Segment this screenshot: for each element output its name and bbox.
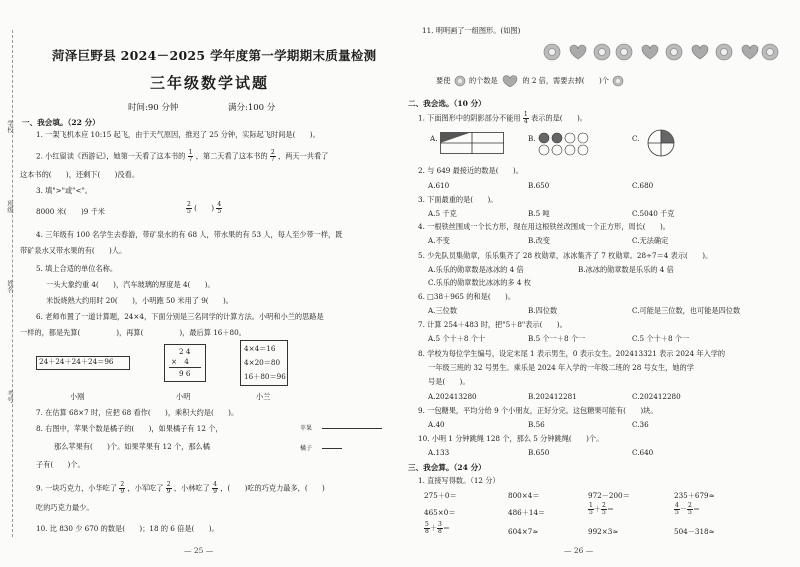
page-number-right: — 26 — [564,546,594,555]
name-xiaogang: 小刚 [70,392,85,401]
name-xiaoming: 小明 [176,392,191,401]
compare-a: 8000 米( )9 千米 [36,207,105,216]
choice-question-1: 1. 下面图形中的阴影部分不能用 $\frac{1}{4}$ 表示的是( )。 [418,111,587,125]
page-number-left: — 25 — [184,546,214,555]
calc-3-2: 604×7≈ [508,527,539,536]
lan-row-3: 16＋80＝96 [244,372,286,381]
question-1-11: 11. 明明画了一组图形。(如图) [422,26,521,35]
compare-b: $\frac{2}{5}$ ( ) $\frac{4}{5}$ [187,201,222,215]
lan-row-1: 4×4＝16 [244,344,276,353]
subject-title: 三年级数学试题 [150,74,270,92]
option-9-b: B.56 [528,420,545,429]
option-7-a: A.5 个十＋8 个十 [428,334,486,343]
fraction-2-5: $\frac{2}{5}$ [187,201,191,215]
option-3-a: A.5 千克 [428,209,457,218]
option-9-a: A.40 [428,420,445,429]
choice-question-3: 3. 下面最重的是( )。 [418,195,498,204]
calc-1-1: 275＋0＝ [424,491,457,500]
option-6-a: A.三位数 [428,306,458,315]
right-page [400,0,800,567]
option-1-a-figure [440,132,504,154]
option-5-b: B.冰冰的勋章数是乐乐的 4 倍 [578,265,674,274]
question-1-4-cont: 带矿泉水又带水果的有( )人。 [20,246,127,255]
calc-3-4: 504－318≈ [674,527,715,536]
fraction-2-7: $\frac{2}{7}$ [270,149,275,163]
option-2-c: C.680 [632,181,654,190]
option-1-c-figure [646,128,676,158]
exam-title: 菏泽巨野县 2024－2025 学年度第一学期期末质量检测 [52,48,377,63]
binding-label-school: 学校 [6,120,14,133]
calc-1-2: 800×4＝ [508,491,540,500]
question-1-10: 10. 比 830 少 670 的数是( )；18 的 6 倍是( )。 [36,524,219,533]
question-1-11-cont: 要使 的个数是 的 2 倍，需要去掉( )个 [436,75,625,87]
question-1-8-cont: 那么苹果有( )个。如果苹果有 12 个，那么橘 [54,442,210,451]
option-7-c: C.5 个十＋8 个一 [632,334,690,343]
option-5-c: C.乐乐的勋章数比冰冰的多 4 枚 [428,278,531,287]
question-1-5-b: 米饭烧熟大约用时 20( )，小明跑 50 米用了 9( )。 [46,296,233,305]
section-2-heading: 二、我会选。（10 分） [408,99,486,108]
vertical-row-2: × 4 [171,357,189,366]
question-1-1: 1. 一架飞机本应 10:15 起飞，由于天气原因，推迟了 25 分钟，实际起飞时间是( )。 [36,130,320,139]
vertical-row-3: 9 6 [179,369,191,378]
question-1-8-cont2: 子有( )个。 [36,460,85,469]
option-6-b: B.四位数 [528,306,558,315]
option-1-a-label: A. [430,134,438,143]
fig-label-orange: 橘子 [300,445,313,452]
calc-3-1: $\frac{5}{8}$ ＋ $\frac{3}{8}$ ＝ [425,521,451,535]
flower-icon [762,44,778,60]
segment-apple [322,428,382,429]
xiaolan-method [240,340,288,386]
question-1-2-cont: 这本书的( )，还剩下( )没看。 [20,170,140,179]
shape-row [540,40,780,64]
calc-2-1: 465×0＝ [424,508,456,517]
fig-label-apple: 苹果 [300,425,313,432]
question-1-7: 7. 在估算 68×7 时，应把 68 看作( )，乘积大约是( )。 [36,408,239,417]
option-10-b: B.650 [528,448,550,457]
flower-icon [616,44,632,60]
choice-question-2: 2. 与 649 最接近的数是( )。 [418,166,523,175]
lan-row-2: 4×20＝80 [244,358,281,367]
calc-1-3: 972－200＝ [588,491,630,500]
choice-question-7: 7. 计算 254＋483 时，把"5＋8"表示( )。 [418,320,567,329]
question-1-9-cont: 吃的巧克力最少。 [36,503,94,512]
choice-question-4: 4. 一根铁丝围成一个长方形，现在用这根铁丝改围成一个正方形，周长( )。 [418,222,670,231]
flower-icon [544,44,560,60]
option-1-b-label: B. [528,134,536,143]
question-1-6: 6. 老师布置了一道计算题，24×4，下面分别是三名同学的计算方法。小明和小兰的思路是 [36,312,324,321]
section-1-heading: 一、我会填。（22 分） [22,118,100,127]
choice-question-8: 8. 学校为每位学生编号，设定末尾 1 表示男生，0 表示女生。202413321 表示 2024 年入学的 [418,349,726,358]
flower-icon [594,44,610,60]
option-1-b-figure [538,132,608,156]
xiaoming-method [164,344,206,382]
option-10-a: A.133 [428,448,450,457]
xiaogang-method: 24＋24＋24＋24＝96 [36,356,130,370]
option-1-c-label: C. [632,134,640,143]
option-5-a: A.乐乐的勋章数是冰冰的 4 倍 [428,265,524,274]
binding-label-class: 班级 [6,200,14,213]
option-2-a: A.610 [428,181,450,190]
fraction-4-9: $\frac{4}{9}$ [213,481,217,495]
option-10-c: C.640 [632,448,654,457]
heart-icon [692,45,708,59]
vertical-row-1: 2 4 [179,347,191,356]
option-4-b: B.改变 [528,236,550,245]
heart-icon [500,75,520,87]
question-1-4: 4. 三年级有 100 名学生去春游，带矿泉水的有 68 人，带水果的有 53 人，每人至少带一样，既 [36,230,343,239]
fraction-1-7: $\frac{1}{7}$ [188,149,193,163]
heart-icon [570,45,586,59]
choice-question-6: 6. □38＋965 的和是( )。 [418,292,516,301]
binding-strip [0,0,18,567]
binding-label-id: 考号 [6,390,14,403]
vertical-line [169,367,201,368]
option-4-c: C.无法确定 [632,236,669,245]
choice-question-10: 10. 小明 1 分钟跳绳 128 个，那么 5 分钟跳绳( )个。 [418,434,604,443]
calc-2-4: $\frac{4}{5}$ － $\frac{2}{5}$ ＝ [675,502,701,516]
flower-icon [453,75,467,87]
calc-question-1: 1. 直接写得数。（12 分） [418,476,500,485]
calc-2-2: 486＋14＝ [508,508,546,517]
choice-question-8-cont2: 号是( )。 [428,377,470,386]
fraction-4-5: $\frac{4}{5}$ [217,201,222,215]
calc-3-3: 992×3≈ [588,527,619,536]
fraction-2-9-a: $\frac{2}{9}$ [120,481,125,495]
fraction-1-4: $\frac{1}{4}$ [523,111,528,125]
option-9-c: C.36 [632,420,649,429]
flower-icon [611,75,625,87]
question-1-3: 3. 填">"或"<"。 [36,186,92,195]
option-3-c: C.5040 千克 [632,209,675,218]
question-1-9: 9. 一块巧克力，小华吃了 $\frac{2}{9}$ ，小军吃了 $\frac{2}{9}$ ，小林吃了 $\frac{4}{9}$ ，( )吃的巧克力最多，( ) [36,481,325,495]
choice-question-8-cont: 一年级三班的 32 号男生。乘乐是 2024 年入学的一年级二班的 28 号女生，她的学 [428,363,694,372]
option-2-b: B.650 [528,181,550,190]
section-3-heading: 三、我会算。（24 分） [408,463,486,472]
heart-icon [642,45,658,59]
question-1-5: 5. 填上合适的单位名称。 [36,264,118,273]
heart-icon [742,45,758,59]
flower-icon [716,44,732,60]
calc-1-4: 235＋679≈ [674,491,715,500]
option-6-c: C.可能是三位数，也可能是四位数 [632,306,741,315]
option-8-c: C.202412280 [632,392,681,401]
question-1-8: 8. 右图中，苹果个数是橘子的( )，如果橘子有 12 个， [36,424,223,433]
flower-icon [666,44,682,60]
option-8-b: B.202412281 [528,392,577,401]
name-xiaolan: 小兰 [256,392,271,401]
option-4-a: A.不变 [428,236,450,245]
question-1-6-cont: 一样的，都是先算( )，再算( )，最后算 16＋80。 [20,328,246,337]
binding-label-name: 姓名 [6,280,14,293]
choice-question-5: 5. 少先队员集勋章，乐乐集齐了 28 枚勋章，冰冰集齐了 7 枚勋章。28÷7＝4 表示( )。 [418,251,713,260]
calc-2-3: $\frac{1}{5}$ ＋ $\frac{2}{5}$ ＝ [589,502,615,516]
option-7-b: B.5 个一＋8 个一 [528,334,586,343]
question-1-5-a: 一头大象约重 4( )，汽车玻璃的厚度是 4( )。 [46,280,215,289]
question-1-2: 2. 小红留读《西游记》，她第一天看了这本书的 $\frac{1}{7}$ ，第二天看了这本书的 $\frac{2}{7}$ ，两天一共看了 [36,149,329,163]
segment-orange [322,448,342,449]
score-label: 满分:100 分 [228,103,276,113]
time-label: 时间:90 分钟 [128,103,179,113]
fraction-2-9-b: $\frac{2}{9}$ [166,481,171,495]
choice-question-9: 9. 一包糖果，平均分给 9 个小朋友，正好分完。这包糖果可能有( )块。 [418,406,658,415]
option-8-a: A.202413280 [428,392,477,401]
option-3-b: B.5 吨 [528,209,550,218]
